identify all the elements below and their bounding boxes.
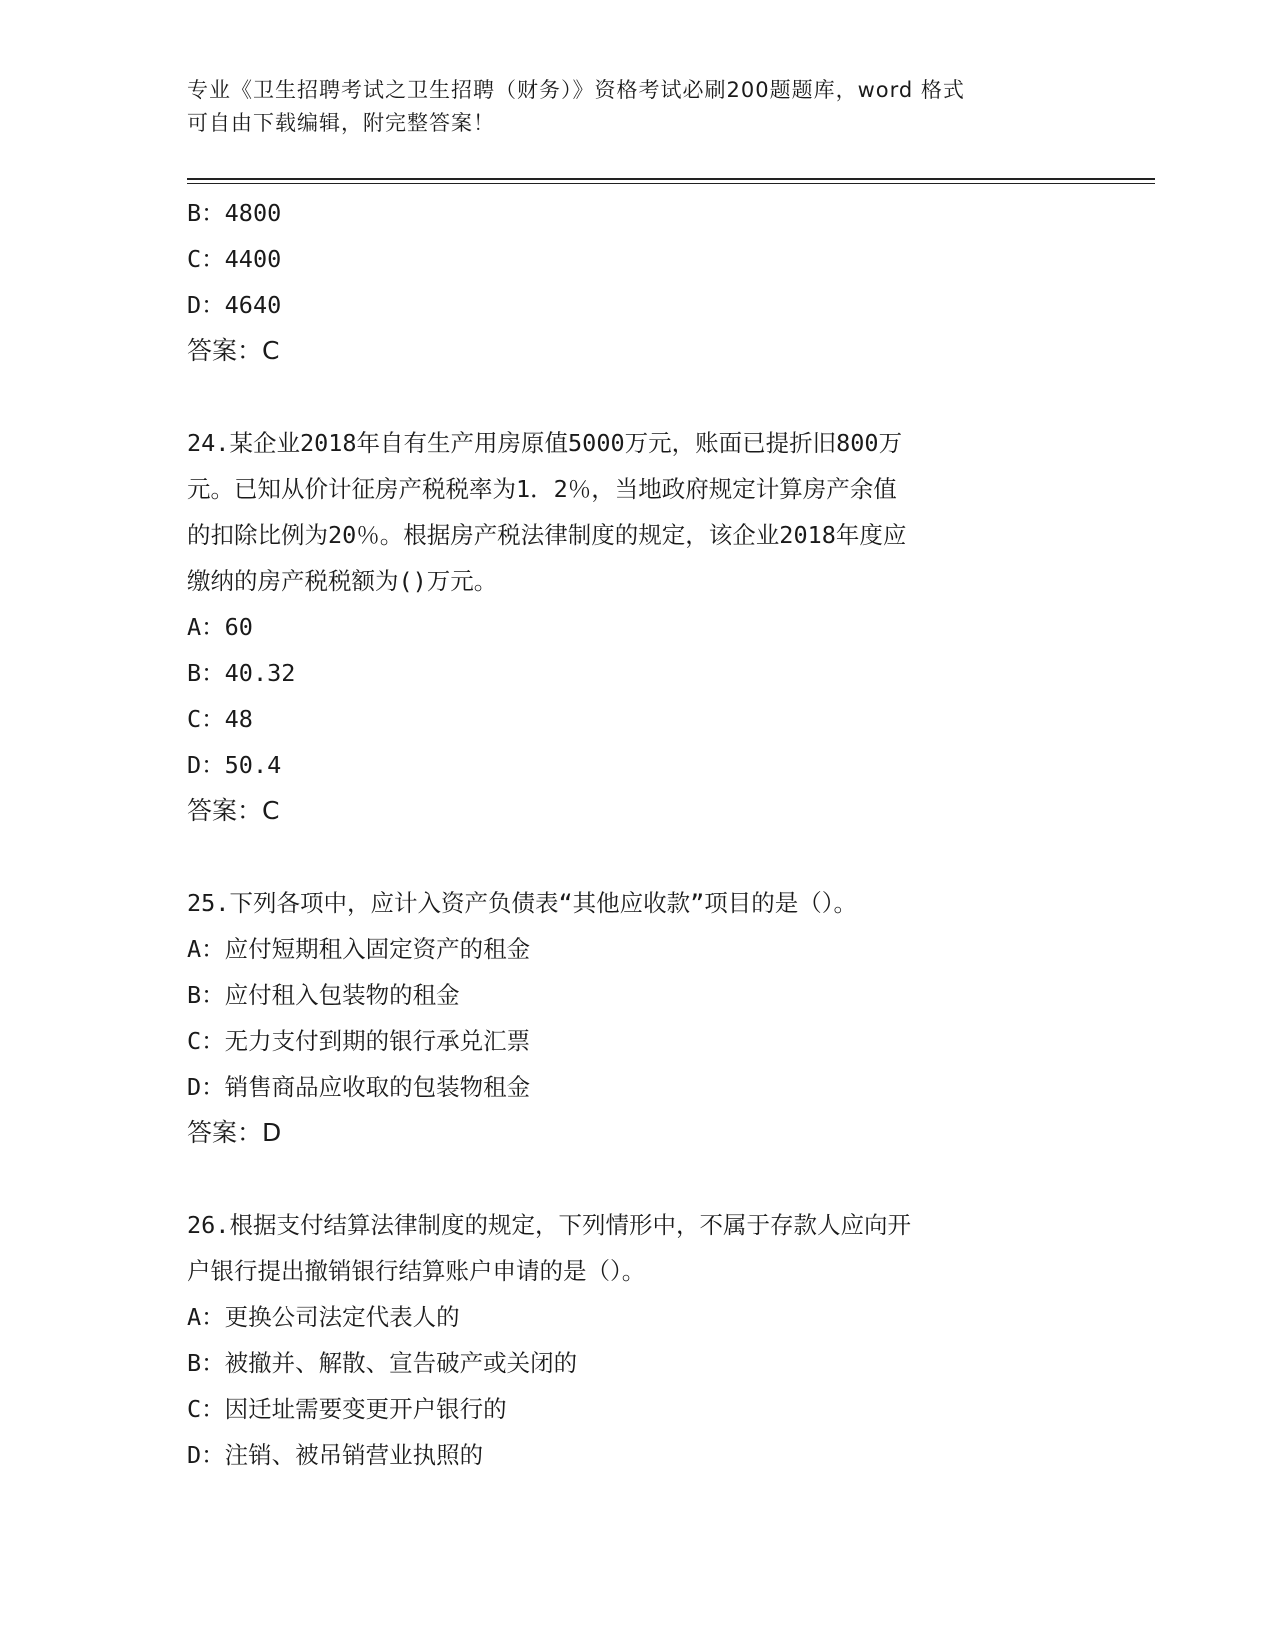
option-c: C：48 <box>187 705 253 733</box>
question-stem <box>187 420 1087 604</box>
question-stem <box>187 880 1087 926</box>
option-d: D：销售商品应收取的包装物租金 <box>187 1073 531 1101</box>
header-rule-thick <box>187 178 1155 180</box>
answer: 答案：C <box>187 336 280 365</box>
answer: 答案：C <box>187 796 280 825</box>
option-d: D：4640 <box>187 291 282 319</box>
spacer <box>187 834 1087 880</box>
header-line-2: 可自由下载编辑，附完整答案！ <box>187 111 495 135</box>
option-a: A：应付短期租入固定资产的租金 <box>187 935 531 963</box>
stem-line: 25.下列各项中，应计入资产负债表“其他应收款”项目的是（）。 <box>187 889 857 917</box>
stem-line: 户银行提出撤销银行结算账户申请的是（）。 <box>187 1257 646 1285</box>
option-d: D：50.4 <box>187 751 282 779</box>
question-stem <box>187 1202 1087 1294</box>
option-b: B：4800 <box>187 199 282 227</box>
option-b: B：被撤并、解散、宣告破产或关闭的 <box>187 1349 578 1377</box>
stem-line: 26.根据支付结算法律制度的规定，下列情形中，不属于存款人应向开 <box>187 1211 911 1239</box>
option-b: B：应付租入包装物的租金 <box>187 981 460 1009</box>
header-rule-thin <box>187 183 1155 184</box>
spacer <box>187 1156 1087 1202</box>
option-c: C：因迁址需要变更开户银行的 <box>187 1395 507 1423</box>
stem-line: 的扣除比例为20％。根据房产税法律制度的规定，该企业2018年度应 <box>187 521 907 549</box>
option-c: C：4400 <box>187 245 282 273</box>
page-header <box>187 74 1087 140</box>
page-content <box>187 190 1087 1478</box>
stem-line: 24.某企业2018年自有生产用房原值5000万元，账面已提折旧800万 <box>187 429 903 457</box>
option-d: D：注销、被吊销营业执照的 <box>187 1441 484 1469</box>
option-a: A：60 <box>187 613 253 641</box>
option-c: C：无力支付到期的银行承兑汇票 <box>187 1027 531 1055</box>
stem-line: 元。已知从价计征房产税税率为1．2％，当地政府规定计算房产余值 <box>187 475 897 503</box>
header-line-1: 专业《卫生招聘考试之卫生招聘（财务）》资格考试必刷200题题库，word 格式 <box>187 78 965 102</box>
option-b: B：40.32 <box>187 659 296 687</box>
stem-line: 缴纳的房产税税额为()万元。 <box>187 567 498 595</box>
option-a: A：更换公司法定代表人的 <box>187 1303 460 1331</box>
answer: 答案：D <box>187 1118 282 1147</box>
spacer <box>187 374 1087 420</box>
